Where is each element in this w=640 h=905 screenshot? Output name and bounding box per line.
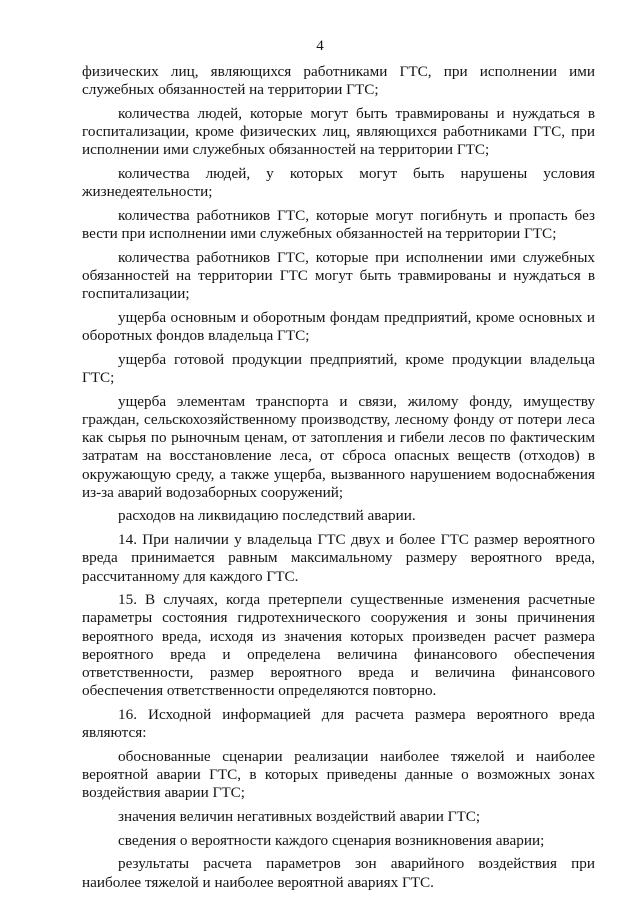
paragraph: обоснованные сценарии реализации наиболее тяжелой и наиболее вероятной аварии ГТС, в которых приведены данные о возможных зонах воздействия аварии ГТС; xyxy=(82,747,595,802)
document-body xyxy=(82,63,595,897)
paragraph: количества людей, которые могут быть травмированы и нуждаться в госпитализации, кроме физических лиц, являющихся работниками ГТС, при исполнении ими служебных обязанностей на территории ГТС; xyxy=(82,104,595,159)
paragraph: количества работников ГТС, которые могут погибнуть и пропасть без вести при исполнении ими служебных обязанностей на территории ГТС; xyxy=(82,206,595,243)
paragraph: количества работников ГТС, которые при исполнении ими служебных обязанностей на территории ГТС могут быть травмированы и нуждаться в госпитализации; xyxy=(82,248,595,303)
paragraph: 14. При наличии у владельца ГТС двух и более ГТС размер вероятного вреда принимается равным максимальному размеру вероятного вреда, рассчитанному для каждого ГТС. xyxy=(82,531,595,585)
paragraph: ущерба элементам транспорта и связи, жилому фонду, имуществу граждан, сельскохозяйственному производству, лесному фонду от потери леса как сырья по рыночным ценам, от затопления и гибели лесов по фактическим затратам на восстановление леса, от сброса опасных веществ (отходов) в окружающую среду, а также ущерба, вызванного нарушением водоснабжения из-за аварий водозаборных сооружений; xyxy=(82,392,595,501)
paragraph: значения величин негативных воздействий аварии ГТС; xyxy=(118,808,481,826)
paragraph: результаты расчета параметров зон аварийного воздействия при наиболее тяжелой и наиболее вероятной авариях ГТС. xyxy=(82,855,595,891)
paragraph: 15. В случаях, когда претерпели существенные изменения расчетные параметры состояния гидротехнического сооружения и зоны причинения вероятного вреда, исходя из значения которых произведен расчет размера вероятного вреда и определена величина финансового обеспечения ответственности, размер вероятного вреда и величина финансового обеспечения ответственности определяются повторно. xyxy=(82,591,595,700)
paragraph: расходов на ликвидацию последствий аварии. xyxy=(118,507,416,525)
paragraph: сведения о вероятности каждого сценария возникновения аварии; xyxy=(118,831,545,849)
paragraph: физических лиц, являющихся работниками ГТС, при исполнении ими служебных обязанностей на территории ГТС; xyxy=(82,63,595,99)
paragraph: ущерба готовой продукции предприятий, кроме продукции владельца ГТС; xyxy=(82,350,595,387)
paragraph: 16. Исходной информацией для расчета размера вероятного вреда являются: xyxy=(82,706,595,742)
page-number: 4 xyxy=(316,38,324,54)
paragraph: ущерба основным и оборотным фондам предприятий, кроме основных и оборотных фондов владельца ГТС; xyxy=(82,308,595,345)
paragraph: количества людей, у которых могут быть нарушены условия жизнедеятельности; xyxy=(82,165,595,201)
